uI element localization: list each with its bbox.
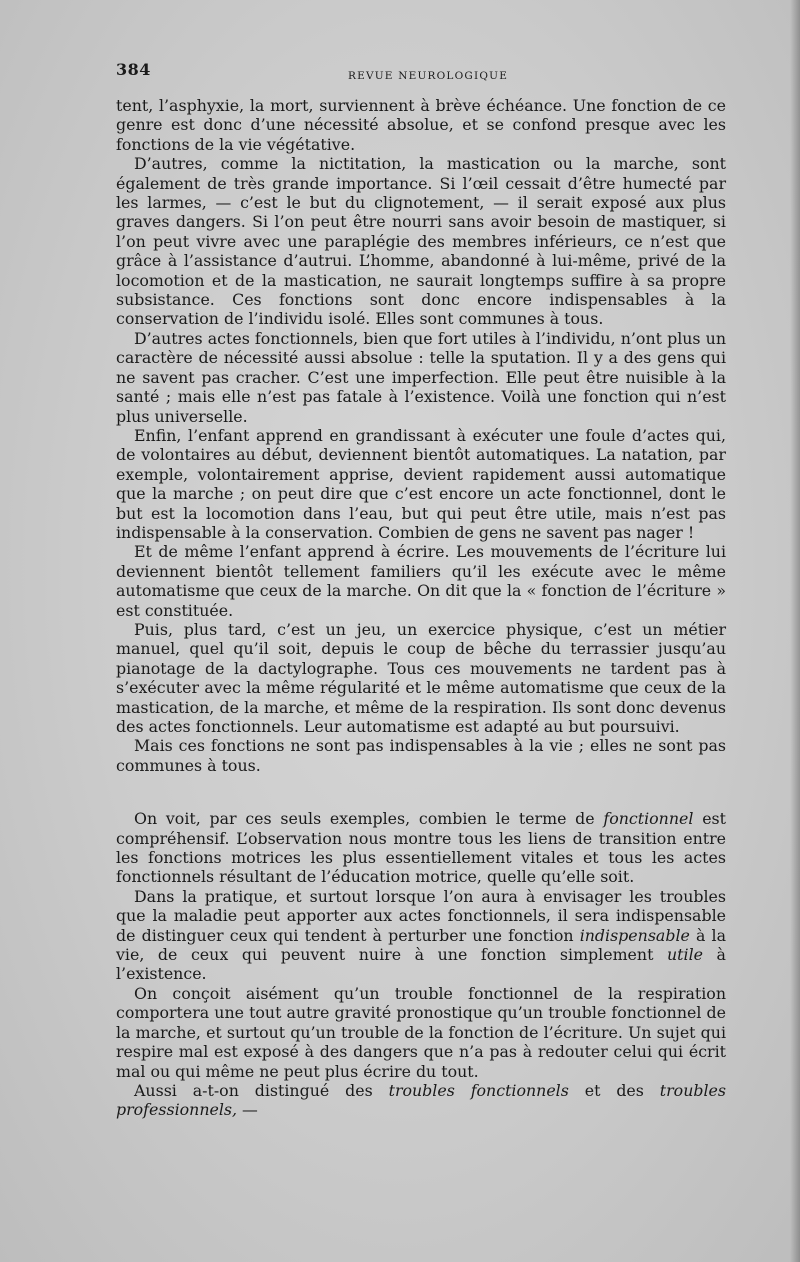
text-span: est compréhensif. L’observation nous montre tous les liens de transition entre les fonctions motrices les plus essentiellement vitales et tous les actes fonctionnels résultant de l’éducation motrice, quelle qu’elle soit.: [116, 809, 726, 887]
paragraph: tent, l’asphyxie, la mort, surviennent à brève échéance. Une fonction de ce genre est donc d’une nécessité absolue, et se confond presque avec les fonctions de la vie végétative.: [116, 96, 726, 154]
paragraph: [116, 1081, 726, 1120]
text-span: —: [237, 1100, 258, 1120]
italic-term: fonctionnel: [603, 809, 694, 829]
paragraph: Et de même l’enfant apprend à écrire. Les mouvements de l’écriture lui deviennent bientôt tellement familiers qu’il les exécute avec le même automatisme que ceux de la marche. On dit que la « fonction de l’écriture » est constituée.: [116, 542, 726, 620]
body-text: [116, 96, 726, 1120]
paragraph: Enfin, l’enfant apprend en grandissant à exécuter une foule d’actes qui, de volontaires au début, deviennent bientôt automatiques. La natation, par exemple, volontairement apprise, devient rapidement aussi automatique que la marche ; on peut dire que c’est encore un acte fonctionnel, dont le but est la locomotion dans l’eau, but qui peut être utile, mais n’est pas indispensable à la conservation. Combien de gens ne savent pas nager !: [116, 425, 726, 542]
paragraph: On conçoit aisément qu’un trouble fonctionnel de la respiration comportera une tout autre gravité pronostique qu’un trouble fonctionnel de la marche, et surtout qu’un trouble de la fonction de l’écriture. Un sujet qui respire mal est exposé à des dangers que n’a pas à redouter celui qui écrit mal ou qui même ne peut plus écrire du tout.: [116, 983, 726, 1081]
page-number: 384: [116, 60, 151, 79]
text-span: et des: [568, 1080, 660, 1100]
italic-term: troubles professionnels,: [116, 1080, 726, 1120]
paragraph: D’autres actes fonctionnels, bien que fort utiles à l’individu, n’ont plus un caractère de nécessité aussi absolue : telle la sputation. Il y a des gens qui ne savent pas cracher. C’est une imperfection. Elle peut être nuisible à la santé ; mais elle n’est pas fatale à l’existence. Voilà une fonction qui n’est plus universelle.: [116, 328, 726, 426]
text-span: Aussi a-t-on distingué des: [134, 1080, 389, 1100]
paragraph: Puis, plus tard, c’est un jeu, un exercice physique, c’est un métier manuel, quel qu’il soit, depuis le coup de bêche du terrassier jusqu’au pianotage de la dactylographe. Tous ces mouvements ne tardent pas à s’exécuter avec la même régularité et le même automatisme que ceux de la mastication, de la marche, et même de la respiration. Ils sont donc devenus des actes fonctionnels. Leur automatisme est adapté au but poursuivi.: [116, 619, 726, 736]
text-span: On voit, par ces seuls exemples, combien le terme de: [134, 809, 604, 829]
paragraph: [116, 887, 726, 984]
section-gap: [116, 775, 726, 809]
italic-term: indispensable: [579, 925, 690, 945]
text-span: à l’existence.: [116, 945, 726, 984]
page-header: [116, 58, 726, 82]
paragraph: [116, 809, 726, 887]
text-span: Dans la pratique, et surtout lorsque l’on aura à envisager les troubles que la maladie peut apporter aux actes fonctionnels, il sera indispensable de distinguer ceux qui tendent à perturber une fonction: [116, 886, 726, 945]
paragraph: Mais ces fonctions ne sont pas indispensables à la vie ; elles ne sont pas communes à tous.: [116, 736, 726, 775]
paragraph: D’autres, comme la nictitation, la mastication ou la marche, sont également de très grande importance. Si l’œil cessait d’être humecté par les larmes, — c’est le but du clignotement, — il serait exposé aux plus graves dangers. Si l’on peut être nourri sans avoir besoin de mastiquer, si l’on peut vivre avec une paraplégie des membres inférieurs, ce n’est que grâce à l’assistance d’autrui. L’homme, abandonné à lui-même, privé de la locomotion et de la mastication, ne saurait longtemps suffire à sa propre subsistance. Ces fonctions sont donc encore indispensables à la conservation de l’individu isolé. Elles sont communes à tous.: [116, 154, 726, 329]
italic-term: troubles fonctionnels: [388, 1080, 569, 1100]
running-head: REVUE NEUROLOGIQUE: [348, 70, 509, 82]
text-span: à la vie, de ceux qui peuvent nuire à une fonction simplement: [116, 925, 726, 965]
italic-term: utile: [667, 945, 703, 965]
